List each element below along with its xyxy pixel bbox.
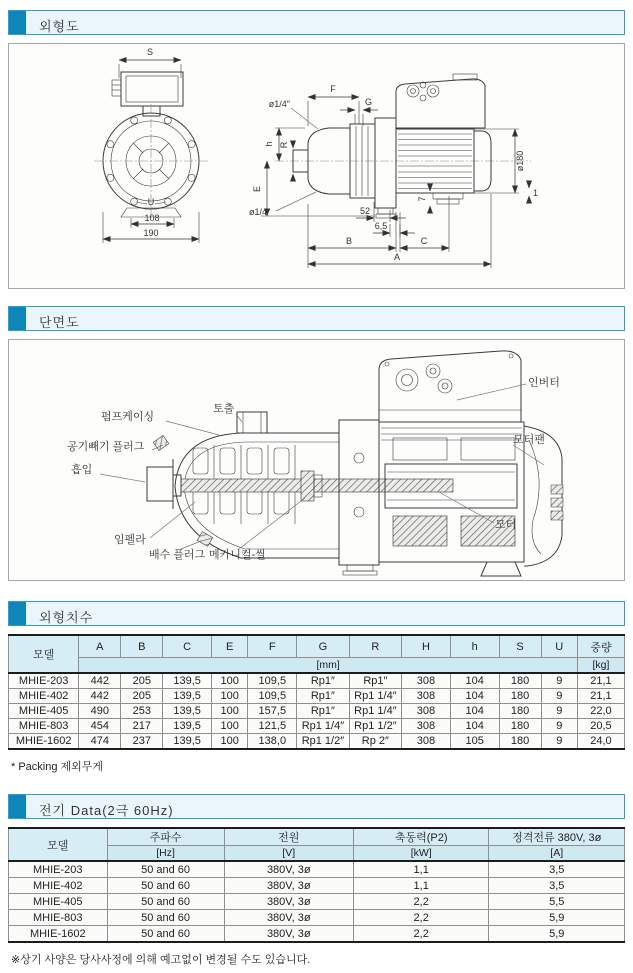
cross-section-panel — [8, 339, 625, 581]
weight-cell: 21,1 — [577, 689, 624, 704]
cell: 442 — [79, 689, 121, 704]
col-c: C — [163, 635, 212, 658]
weight-cell: 22,0 — [577, 704, 624, 719]
table-row — [9, 910, 625, 926]
model-cell: MHIE-203 — [9, 673, 79, 689]
cell: Rp1″ — [297, 704, 349, 719]
cell: 308 — [402, 673, 451, 689]
col-a: A — [79, 635, 121, 658]
col-f: F — [248, 635, 297, 658]
col-model: 모델 — [9, 828, 108, 861]
front-view — [94, 47, 208, 243]
cell: 180 — [499, 704, 541, 719]
section-title-cross-section: 단면도 — [39, 315, 80, 330]
section-title-dimensions: 외형치수 — [39, 610, 94, 625]
cell: 5,5 — [489, 894, 625, 910]
cell: 139,5 — [163, 689, 212, 704]
col-weight: 중량 — [577, 635, 624, 658]
dim-c: C — [420, 236, 428, 246]
table-row — [9, 926, 625, 943]
dim-190: 190 — [143, 228, 159, 238]
cell: 139,5 — [163, 734, 212, 750]
cell: 180 — [499, 734, 541, 750]
col-r: R — [349, 635, 401, 658]
electrical-header-row — [9, 828, 625, 846]
packing-note: * Packing 제외무게 — [11, 761, 104, 773]
model-cell: MHIE-1602 — [9, 926, 108, 943]
cell: 109,5 — [248, 673, 297, 689]
cell: 180 — [499, 719, 541, 734]
cell: Rp 2″ — [349, 734, 401, 750]
cell: 205 — [121, 673, 163, 689]
dim-65: 6,5 — [374, 221, 388, 231]
cell: 157,5 — [248, 704, 297, 719]
table-row — [9, 734, 625, 750]
model-cell: MHIE-402 — [9, 878, 108, 894]
section-marker-icon — [9, 602, 26, 625]
cell: 1,1 — [353, 878, 489, 894]
label-mechanical-seal: 메카니컬-씰 — [209, 549, 266, 561]
table-row — [9, 689, 625, 704]
col-e: E — [212, 635, 248, 658]
dim-180: ø180 — [515, 150, 525, 172]
cell: 100 — [212, 704, 248, 719]
label-suction: 흡입 — [71, 464, 93, 476]
section-header-outline — [8, 10, 625, 35]
dim-u: U — [147, 197, 155, 207]
dim-e: E — [252, 185, 262, 193]
cross-section-drawing — [9, 340, 624, 580]
cell: 50 and 60 — [107, 894, 224, 910]
spec-change-note: ※상기 사양은 당사사정에 의해 예고없이 변경될 수도 있습니다. — [11, 954, 311, 966]
section-header-cross-section — [8, 306, 625, 331]
cell: 2,2 — [353, 926, 489, 943]
table-row — [9, 894, 625, 910]
label-air-vent-plug: 공기빼기 플러그 — [67, 441, 145, 453]
cell: 5,9 — [489, 910, 625, 926]
dim-108: 108 — [144, 213, 160, 223]
cell: 9 — [541, 734, 577, 750]
cell: 104 — [450, 704, 499, 719]
section-header-dimensions — [8, 601, 625, 626]
cell: 380V, 3ø — [224, 861, 353, 878]
cell: 50 and 60 — [107, 878, 224, 894]
dim-quarter-bottom: ø1/4″ — [249, 207, 271, 217]
cell: 104 — [450, 719, 499, 734]
cell: 3,5 — [489, 861, 625, 878]
section-title-electrical: 전기 Data(2극 60Hz) — [39, 803, 174, 818]
label-drain-plug: 배수 플러그 — [149, 549, 206, 561]
col-rated-current: 정격전류 380V, 3ø — [489, 828, 625, 846]
dim-h: h — [264, 141, 274, 147]
outline-drawing-panel — [8, 43, 625, 289]
unit-mm: [mm] — [79, 658, 578, 674]
dim-s: S — [146, 47, 154, 57]
cell: 9 — [541, 704, 577, 719]
cell: 5,9 — [489, 926, 625, 943]
label-impeller: 임펠라 — [114, 534, 146, 546]
dim-1: 1 — [533, 188, 539, 198]
outline-drawing — [9, 44, 624, 288]
cell: 380V, 3ø — [224, 878, 353, 894]
table-row — [9, 704, 625, 719]
cell: Rp1 1/4″ — [349, 689, 401, 704]
dim-7: 7 — [417, 196, 427, 202]
cell: 9 — [541, 719, 577, 734]
electrical-table — [8, 827, 625, 943]
dimensions-header-row — [9, 635, 625, 658]
cell: 3,5 — [489, 878, 625, 894]
dim-b: B — [345, 236, 353, 246]
cell: Rp1 1/4″ — [349, 704, 401, 719]
cell: 105 — [450, 734, 499, 750]
cell: Rp1 1/2″ — [297, 734, 349, 750]
unit-v: [V] — [224, 846, 353, 862]
cell: 139,5 — [163, 704, 212, 719]
unit-a: [A] — [489, 846, 625, 862]
cell: 2,2 — [353, 910, 489, 926]
table-row — [9, 673, 625, 689]
dim-f: F — [330, 84, 336, 94]
section-header-electrical — [8, 794, 625, 819]
cell: 104 — [450, 689, 499, 704]
cell: 308 — [402, 734, 451, 750]
table-row — [9, 719, 625, 734]
weight-cell: 24,0 — [577, 734, 624, 750]
model-cell: MHIE-203 — [9, 861, 108, 878]
label-motor-fan: 모터팬 — [513, 434, 545, 446]
cell: 2,2 — [353, 894, 489, 910]
cell: 100 — [212, 673, 248, 689]
model-cell: MHIE-803 — [9, 719, 79, 734]
pump-cutaway — [147, 351, 563, 576]
cell: 50 and 60 — [107, 926, 224, 943]
cell: 308 — [402, 719, 451, 734]
unit-kg: [kg] — [577, 658, 624, 674]
cell: 380V, 3ø — [224, 894, 353, 910]
cell: 9 — [541, 673, 577, 689]
col-power-source: 전원 — [224, 828, 353, 846]
cell: 100 — [212, 734, 248, 750]
col-s: S — [499, 635, 541, 658]
cell: Rp1 1/4″ — [297, 719, 349, 734]
cell: 139,5 — [163, 673, 212, 689]
table-row — [9, 861, 625, 878]
cell: 308 — [402, 689, 451, 704]
section-marker-icon — [9, 795, 26, 818]
side-view — [249, 74, 538, 268]
cell: 474 — [79, 734, 121, 750]
cell: 180 — [499, 673, 541, 689]
unit-hz: [Hz] — [107, 846, 224, 862]
cell: 490 — [79, 704, 121, 719]
cell: 50 and 60 — [107, 910, 224, 926]
label-inverter: 인버터 — [528, 377, 560, 389]
section-marker-icon — [9, 307, 26, 330]
col-u: U — [541, 635, 577, 658]
cell: 138,0 — [248, 734, 297, 750]
label-pump-casing: 펌프케이싱 — [101, 411, 155, 423]
model-cell: MHIE-405 — [9, 894, 108, 910]
dim-r: R — [279, 141, 289, 149]
cell: 139,5 — [163, 719, 212, 734]
cell: 121,5 — [248, 719, 297, 734]
cell: 50 and 60 — [107, 861, 224, 878]
cell: 100 — [212, 689, 248, 704]
cell: 205 — [121, 689, 163, 704]
dim-quarter-top: ø1/4″ — [268, 99, 290, 109]
col-model: 모델 — [9, 635, 79, 673]
cell: 1,1 — [353, 861, 489, 878]
model-cell: MHIE-803 — [9, 910, 108, 926]
model-cell: MHIE-402 — [9, 689, 79, 704]
weight-cell: 21,1 — [577, 673, 624, 689]
col-b: B — [121, 635, 163, 658]
cell: 100 — [212, 719, 248, 734]
cell: 217 — [121, 719, 163, 734]
col-shaft-power: 축동력(P2) — [353, 828, 489, 846]
col-h-lower: h — [450, 635, 499, 658]
cell: 253 — [121, 704, 163, 719]
dim-a: A — [393, 252, 401, 262]
dimensions-table — [8, 634, 625, 750]
cell: 380V, 3ø — [224, 910, 353, 926]
cell: Rp1″ — [297, 689, 349, 704]
model-cell: MHIE-1602 — [9, 734, 79, 750]
dim-g: G — [365, 97, 373, 107]
label-motor: 모터 — [495, 519, 517, 531]
cell: Rp1 1/2″ — [349, 719, 401, 734]
table-row — [9, 878, 625, 894]
cell: 109,5 — [248, 689, 297, 704]
cell: 308 — [402, 704, 451, 719]
cell: Rp1″ — [349, 673, 401, 689]
col-frequency: 주파수 — [107, 828, 224, 846]
cell: 454 — [79, 719, 121, 734]
col-h-upper: H — [402, 635, 451, 658]
unit-kw: [kW] — [353, 846, 489, 862]
model-cell: MHIE-405 — [9, 704, 79, 719]
dimensions-units-row — [9, 658, 625, 674]
cell: Rp1″ — [297, 673, 349, 689]
cell: 442 — [79, 673, 121, 689]
cell: 237 — [121, 734, 163, 750]
cell: 180 — [499, 689, 541, 704]
cell: 380V, 3ø — [224, 926, 353, 943]
col-g: G — [297, 635, 349, 658]
cell: 9 — [541, 689, 577, 704]
section-title-outline: 외형도 — [39, 19, 80, 34]
cell: 104 — [450, 673, 499, 689]
weight-cell: 20,5 — [577, 719, 624, 734]
dim-52: 52 — [359, 206, 371, 216]
label-discharge: 토출 — [213, 403, 235, 415]
section-marker-icon — [9, 11, 26, 34]
